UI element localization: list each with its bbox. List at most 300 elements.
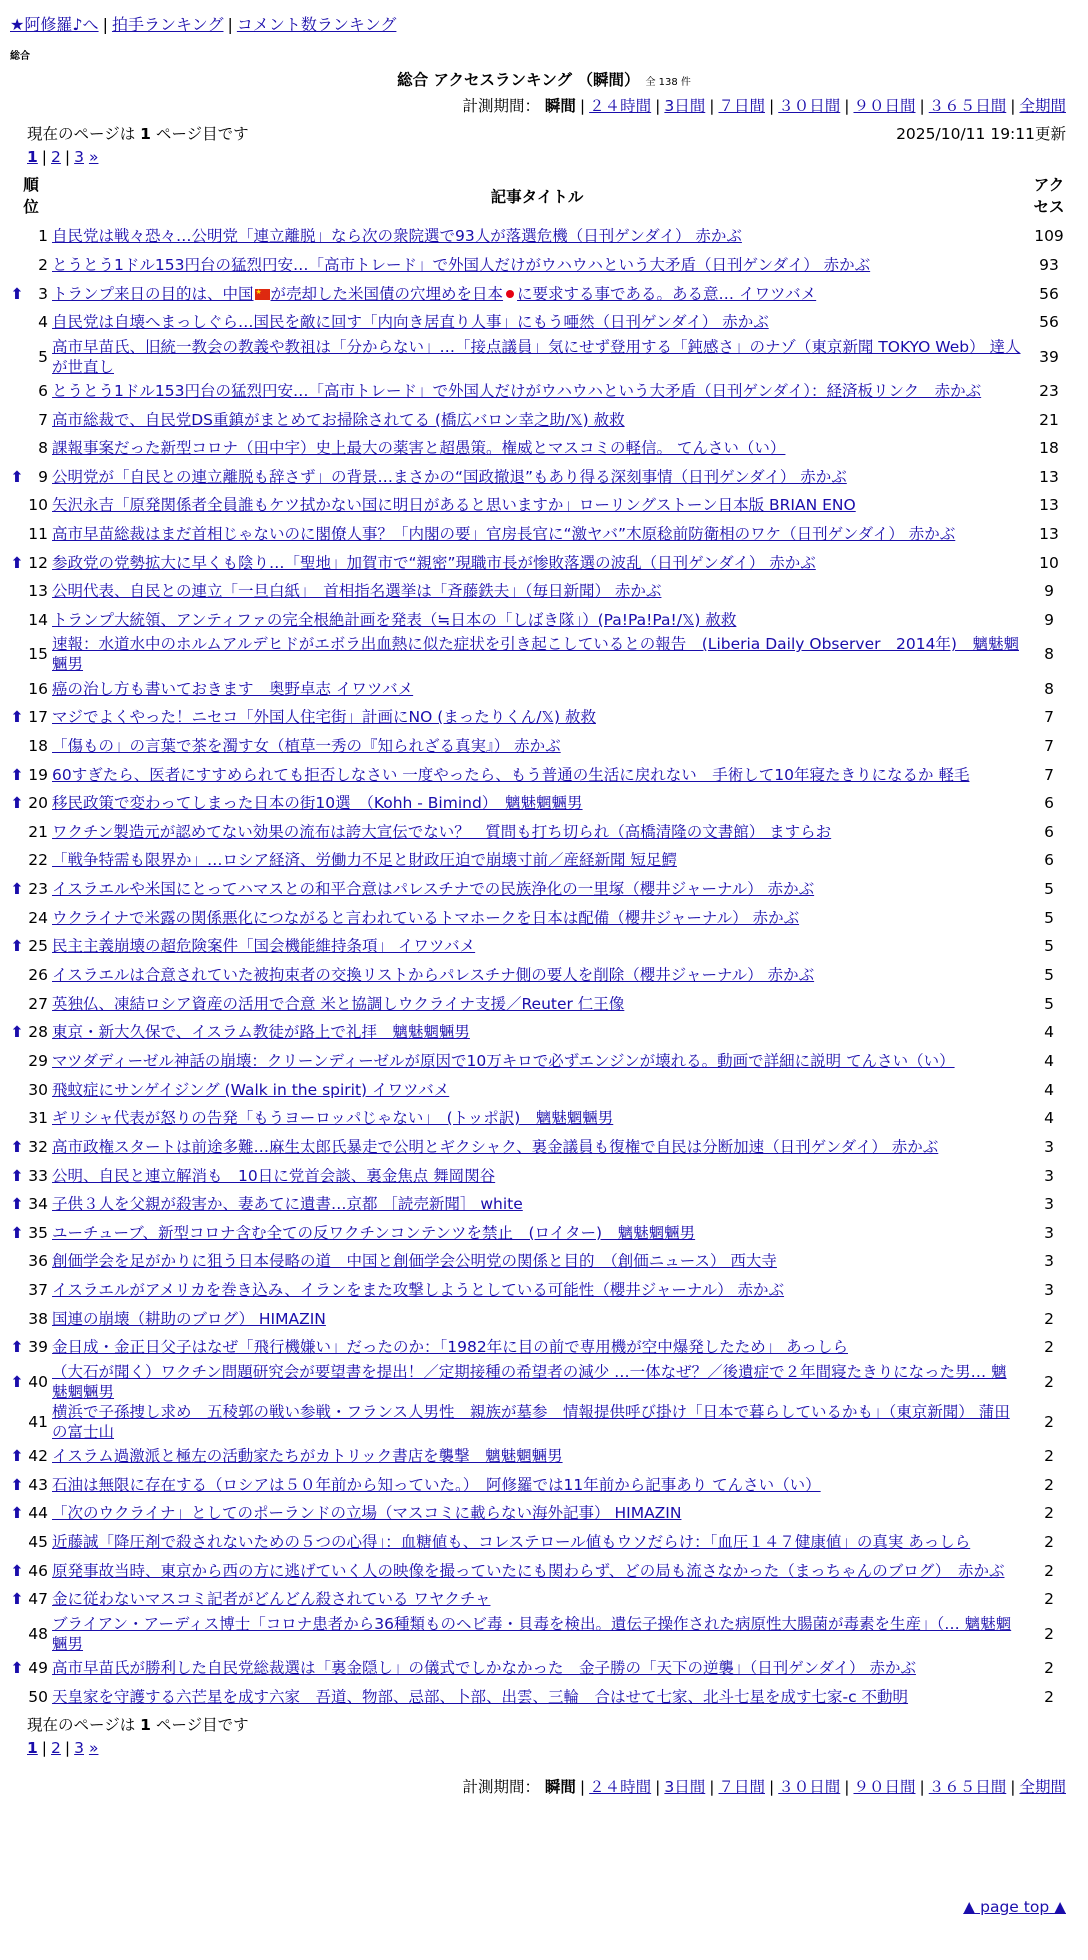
rank-number: 13 <box>28 582 48 601</box>
table-row <box>10 732 1076 761</box>
access-count: 8 <box>1044 679 1054 698</box>
rank-number: 22 <box>28 851 48 870</box>
trend-cell <box>10 1276 24 1305</box>
period-link-2[interactable]: ７日間 <box>718 97 765 115</box>
page-link-3[interactable]: 3 <box>74 1738 85 1757</box>
article-link[interactable]: トランプ大統領、アンティファの完全根絶計画を発表（≒日本の「しばき隊」）(Pa!Pa!Pa!/𝕏) 赦救 <box>52 611 737 629</box>
period-selector-bottom <box>10 1775 1078 1797</box>
rank-number: 6 <box>38 381 48 400</box>
rank-number: 15 <box>28 645 48 664</box>
up-arrow-icon: ⬆ <box>10 1475 24 1494</box>
period-separator: | <box>919 97 925 115</box>
trend-cell <box>10 491 24 520</box>
period-separator: | <box>655 1777 661 1796</box>
trend-cell <box>10 818 24 847</box>
title-cell <box>52 1333 1022 1362</box>
trend-cell <box>10 405 24 434</box>
article-link[interactable]: 石油は無限に存在する（ロシアは５０年前から知っていた。） 阿修羅では11年前から記事あり てんさい（い） <box>52 1475 821 1494</box>
access-count: 3 <box>1044 1223 1054 1242</box>
trend-cell <box>10 903 24 932</box>
trend-cell <box>10 875 24 904</box>
period-link-1[interactable]: 3日間 <box>664 97 706 115</box>
title-cell <box>52 377 1022 406</box>
article-link[interactable]: 「傷もの」の言葉で茶を濁す女（植草一秀の『知られざる真実』） 赤かぶ <box>52 736 561 755</box>
table-row <box>10 989 1076 1018</box>
access-count: 7 <box>1044 708 1054 727</box>
trend-cell <box>10 1104 24 1133</box>
rank-number: 42 <box>28 1447 48 1466</box>
period-separator: | <box>579 1777 586 1796</box>
title-cell <box>52 903 1022 932</box>
access-count: 3 <box>1044 1252 1054 1271</box>
trend-cell <box>10 1219 24 1248</box>
rank-number: 47 <box>28 1590 48 1609</box>
next-page-link[interactable]: » <box>88 148 99 166</box>
page-link-current[interactable]: 1 <box>27 148 38 166</box>
title-cell <box>52 1104 1022 1133</box>
page-top-link[interactable]: ▲ page top ▲ <box>963 1898 1066 1916</box>
period-separator: | <box>919 1777 925 1796</box>
china-flag-icon <box>255 289 270 300</box>
rank-number: 9 <box>38 467 48 486</box>
article-link[interactable]: とうとう1ドル153円台の猛烈円安…「高市トレード」で外国人だけがウハウハという大矛盾（日刊ゲンダイ） 赤かぶ <box>52 255 871 274</box>
table-row <box>10 875 1076 904</box>
rank-number: 28 <box>28 1023 48 1042</box>
pagination-bottom <box>27 1739 1078 1757</box>
table-row <box>10 1247 1076 1276</box>
trend-cell <box>10 789 24 818</box>
trend-cell <box>10 1402 24 1442</box>
period-link-2[interactable]: ７日間 <box>718 1777 765 1796</box>
access-count: 8 <box>1044 645 1054 664</box>
title-cell <box>52 462 1022 491</box>
access-header-text: アク セス <box>1033 176 1065 216</box>
rank-number: 8 <box>38 439 48 458</box>
updated-timestamp: 2025/10/11 19:11更新 <box>896 125 1066 143</box>
up-arrow-icon: ⬆ <box>10 1023 24 1042</box>
table-row <box>10 548 1076 577</box>
access-count: 56 <box>1039 313 1059 332</box>
table-row <box>10 1362 1076 1402</box>
rank-number: 38 <box>28 1309 48 1328</box>
trend-cell <box>10 760 24 789</box>
period-link-3[interactable]: ３０日間 <box>778 1777 841 1796</box>
trend-cell <box>10 606 24 635</box>
trend-cell <box>10 377 24 406</box>
period-link-5[interactable]: ３６５日間 <box>928 1777 1007 1796</box>
trend-cell <box>10 1190 24 1219</box>
period-separator: | <box>579 97 586 115</box>
title-cell <box>52 703 1022 732</box>
access-count: 7 <box>1044 736 1054 755</box>
pager-separator: | <box>64 1738 71 1757</box>
title-cell <box>52 1219 1022 1248</box>
page-info <box>27 122 1066 144</box>
rank-number: 4 <box>38 313 48 332</box>
up-arrow-icon: ⬆ <box>10 553 24 572</box>
title-cell <box>52 337 1022 377</box>
trend-cell <box>10 1442 24 1471</box>
title-cell <box>52 405 1022 434</box>
pager-separator: | <box>64 148 71 166</box>
rank-number: 41 <box>28 1412 48 1431</box>
title-cell <box>52 1304 1022 1333</box>
period-separator: | <box>709 1777 715 1796</box>
japan-flag-icon <box>506 290 514 298</box>
trend-cell <box>10 732 24 761</box>
title-cell <box>52 1362 1022 1402</box>
rank-number: 35 <box>28 1223 48 1242</box>
title-cell <box>52 222 1022 251</box>
rank-number: 14 <box>28 611 48 629</box>
period-link-0[interactable]: ２４時間 <box>589 97 652 115</box>
article-link[interactable]: ギリシャ代表が怒りの告発「もうヨーロッパじゃない」 (トッポ訳) 魑魅魍魎男 <box>52 1109 614 1128</box>
rank-header-text: 順 位 <box>23 176 39 216</box>
rank-header <box>10 170 52 222</box>
article-link[interactable]: 子供３人を父親が殺害か、妻あてに遺書…京都 ［読売新聞］ white <box>52 1195 523 1214</box>
article-link[interactable]: 高市早苗総裁はまだ首相じゃないのに閣僚人事？「内閣の要」官房長官に“激ヤバ”木原稔前防衛相のワケ（日刊ゲンダイ） 赤かぶ <box>52 525 956 544</box>
rank-number: 5 <box>38 347 48 366</box>
access-count: 5 <box>1044 966 1054 985</box>
up-arrow-icon: ⬆ <box>10 937 24 956</box>
rank-number: 21 <box>28 822 48 841</box>
trend-cell <box>10 1075 24 1104</box>
rank-number: 33 <box>28 1166 48 1185</box>
trend-cell <box>10 520 24 549</box>
article-link[interactable]: 創価学会を足がかりに狙う日本侵略の道 中国と創価学会公明党の関係と目的 （創価ニュース） 西大寺 <box>52 1252 777 1271</box>
trend-cell <box>10 961 24 990</box>
up-arrow-icon: ⬆ <box>10 708 24 727</box>
up-arrow-icon: ⬆ <box>10 467 24 486</box>
article-link[interactable]: 参政党の党勢拡大に早くも陰り…「聖地」加賀市で“親密”現職市長が惨敗落選の波乱（日刊ゲンダイ） 赤かぶ <box>52 553 816 572</box>
period-separator: | <box>655 97 661 115</box>
article-link[interactable]: 原発事故当時、東京から西の方に逃げていく人の映像を撮っていたにも関わらず、どの局も流さなかった（まっちゃんのブログ） 赤かぶ <box>52 1561 1005 1580</box>
access-count: 2 <box>1044 1590 1054 1609</box>
table-row <box>10 1585 1076 1614</box>
rank-number: 17 <box>28 708 48 727</box>
table-row <box>10 1682 1076 1711</box>
period-separator: | <box>1010 97 1016 115</box>
trend-cell <box>10 1470 24 1499</box>
pager-separator: | <box>41 1738 48 1757</box>
title-cell <box>52 634 1022 674</box>
table-row <box>10 1133 1076 1162</box>
article-link[interactable]: イスラム過激派と極左の活動家たちがカトリック書店を襲撃 魑魅魍魎男 <box>52 1447 563 1466</box>
table-row <box>10 1104 1076 1133</box>
table-row <box>10 1161 1076 1190</box>
rank-number: 40 <box>28 1372 48 1391</box>
title-cell <box>52 1442 1022 1471</box>
period-separator: | <box>769 1777 775 1796</box>
page-link-2[interactable]: 2 <box>51 1738 61 1757</box>
access-count: 4 <box>1044 1051 1054 1070</box>
trend-cell <box>10 1528 24 1557</box>
access-count: 5 <box>1044 880 1054 899</box>
table-row <box>10 1190 1076 1219</box>
title-cell <box>52 1556 1022 1585</box>
article-link[interactable]: 「戦争特需も限界か」…ロシア経済、労働力不足と財政圧迫で崩壊寸前／産経新聞 短足鰐 <box>52 851 677 870</box>
table-row <box>10 1499 1076 1528</box>
period-link-6[interactable]: 全期間 <box>1019 97 1066 115</box>
table-row <box>10 308 1076 337</box>
article-link[interactable]: イスラエルは合意されていた被拘束者の交換リストからパレスチナ側の要人を削除（櫻井ジャーナル） 赤かぶ <box>52 966 815 985</box>
rank-number: 7 <box>38 410 48 429</box>
up-arrow-icon: ⬆ <box>10 1338 24 1357</box>
article-link[interactable]: 速報：水道水中のホルムアルデヒドがエボラ出血熱に似た症状を引き起こしているとの報告 (Liberia Daily Observer 2014年) 魑魅魍魎男 <box>52 635 1019 674</box>
article-link[interactable]: 横浜で子孫捜し求め 五稜郭の戦い参戦・フランス人男性 親族が墓参 情報提供呼び掛け「日本で暮らしているかも」（東京新聞） 蒲田の富士山 <box>52 1402 1010 1441</box>
pagination <box>27 148 1078 166</box>
access-count: 2 <box>1044 1687 1054 1706</box>
access-count: 2 <box>1044 1504 1054 1523</box>
article-link[interactable]: マツダディーゼル神話の崩壊：クリーンディーゼルが原因で10万キロで必ずエンジンが壊れる。動画で詳細に説明 てんさい（い） <box>52 1051 955 1070</box>
title-cell <box>52 1528 1022 1557</box>
article-link[interactable]: 高市早苗氏が勝利した自民党総裁選は「裏金隠し」の儀式でしかなかった 金子勝の「天下の逆襲」（日刊ゲンダイ） 赤かぶ <box>52 1658 916 1677</box>
up-arrow-icon: ⬆ <box>10 765 24 784</box>
title-cell <box>52 1470 1022 1499</box>
period-link-4[interactable]: ９０日間 <box>853 97 916 115</box>
title-cell <box>52 606 1022 635</box>
table-row <box>10 279 1076 308</box>
table-row <box>10 377 1076 406</box>
access-count: 3 <box>1044 1195 1054 1214</box>
table-row <box>10 1304 1076 1333</box>
rank-number: 20 <box>28 794 48 813</box>
title-cell <box>52 548 1022 577</box>
up-arrow-icon: ⬆ <box>10 1447 24 1466</box>
article-link[interactable]: 自民党は戦々恐々…公明党「連立離脱」なら次の衆院選で93人が落選危機（日刊ゲンダイ） 赤かぶ <box>52 227 742 246</box>
article-link[interactable]: 60すぎたら、医者にすすめられても拒否しなさい 一度やったら、もう普通の生活に戻れない 手術して10年寝たきりになるか 軽毛 <box>52 765 970 784</box>
article-link[interactable]: ユーチューブ、新型コロナ含む全ての反ワクチンコンテンツを禁止 (ロイター) 魑魅魍魎男 <box>52 1223 696 1242</box>
table-row <box>10 1047 1076 1076</box>
table-row <box>10 434 1076 463</box>
up-arrow-icon: ⬆ <box>10 1561 24 1580</box>
access-count: 3 <box>1044 1137 1054 1156</box>
page-link-current[interactable]: 1 <box>27 1738 38 1757</box>
up-arrow-icon: ⬆ <box>10 1372 24 1391</box>
trend-cell <box>10 1247 24 1276</box>
trend-cell <box>10 1682 24 1711</box>
period-link-5[interactable]: ３６５日間 <box>928 97 1007 115</box>
title-cell <box>52 818 1022 847</box>
article-link[interactable]: （大石が聞く）ワクチン問題研究会が要望書を提出！／定期接種の希望者の減少 …一体なぜ？／後遺症で２年間寝たきりになった男… 魑魅魍魎男 <box>52 1362 1007 1401</box>
table-row <box>10 606 1076 635</box>
period-link-0[interactable]: ２４時間 <box>589 1777 652 1796</box>
title-cell <box>52 1133 1022 1162</box>
article-link[interactable]: トランプ来日の目的は、中国★ が売却した米国債の穴埋めを日本 に要求する事である。ある意… イワツバメ <box>52 285 816 303</box>
rank-number: 10 <box>28 496 48 515</box>
access-count: 7 <box>1044 765 1054 784</box>
article-link[interactable]: イスラエルや米国にとってハマスとの和平合意はパレスチナでの民族浄化の一里塚（櫻井ジャーナル） 赤かぶ <box>52 880 815 899</box>
article-link[interactable]: 癌の治し方も書いておきます 奥野卓志 イワツバメ <box>52 679 414 698</box>
access-count: 6 <box>1044 822 1054 841</box>
rank-number: 29 <box>28 1051 48 1070</box>
table-row <box>10 903 1076 932</box>
period-separator: | <box>844 1777 850 1796</box>
up-arrow-icon: ⬆ <box>10 1504 24 1523</box>
article-link[interactable]: 自民党は自壊へまっしぐら…国民を敵に回す「内向き居直り人事」にもう唖然（日刊ゲンダイ） 赤かぶ <box>52 313 769 332</box>
title-cell <box>52 789 1022 818</box>
article-link[interactable]: 高市総裁で、自民党DS重鎮がまとめてお掃除されてる (橋広バロン幸之助/𝕏) 赦救 <box>52 410 625 429</box>
clap-ranking-link[interactable]: 拍手ランキング <box>111 15 224 34</box>
article-link[interactable]: イスラエルがアメリカを巻き込み、イランをまた攻撃しようとしている可能性（櫻井ジャーナル） 赤かぶ <box>52 1281 785 1300</box>
up-arrow-icon: ⬆ <box>10 1137 24 1156</box>
article-link[interactable]: 金に従わないマスコミ記者がどんどん殺されている ワヤクチャ <box>52 1590 491 1609</box>
trend-cell <box>10 703 24 732</box>
access-count: 6 <box>1044 851 1054 870</box>
trend-cell <box>10 1333 24 1362</box>
title-cell <box>52 1499 1022 1528</box>
trend-cell <box>10 1304 24 1333</box>
access-count: 2 <box>1044 1338 1054 1357</box>
access-count: 93 <box>1039 255 1059 274</box>
access-count: 109 <box>1034 227 1064 246</box>
trend-cell <box>10 337 24 377</box>
trend-cell <box>10 634 24 674</box>
article-link[interactable]: 飛蚊症にサンゲイジング (Walk in the spirit) イワツバメ <box>52 1080 450 1099</box>
ranking-heading <box>10 68 1078 90</box>
period-link-1[interactable]: 3日間 <box>664 1777 706 1796</box>
table-header <box>10 170 1076 222</box>
article-link[interactable]: とうとう1ドル153円台の猛烈円安…「高市トレード」で外国人だけがウハウハという大矛盾（日刊ゲンダイ）：経済板リンク 赤かぶ <box>52 381 982 400</box>
table-row <box>10 789 1076 818</box>
rank-number: 39 <box>28 1338 48 1357</box>
rank-number: 1 <box>38 227 48 246</box>
table-row <box>10 932 1076 961</box>
rank-number: 27 <box>28 994 48 1013</box>
title-cell <box>52 520 1022 549</box>
title-header: 記事タイトル <box>490 188 584 206</box>
article-link[interactable]: ウクライナで米露の関係悪化につながると言われているトマホークを日本は配備（櫻井ジャーナル） 赤かぶ <box>52 908 800 927</box>
article-link[interactable]: 課報事案だった新型コロナ（田中宇）史上最大の薬害と超愚策。権威とマスコミの軽信。 てんさい（い） <box>52 439 786 458</box>
title-cell <box>52 875 1022 904</box>
article-link[interactable]: 高市早苗氏、旧統一教会の教義や教祖は「分からない」…「接点議員」気にせず登用する「鈍感さ」のナゾ（東京新聞 TOKYO Web） 達人が世直し <box>52 337 1021 376</box>
article-link[interactable]: 金日成・金正日父子はなぜ「飛行機嫌い」だったのか：「1982年に目の前で専用機が空中爆発したため」 あっしら <box>52 1338 848 1357</box>
trend-cell <box>10 1614 24 1654</box>
access-count: 5 <box>1044 937 1054 956</box>
rank-number: 46 <box>28 1561 48 1580</box>
page-link-3[interactable]: 3 <box>74 148 85 166</box>
rank-number: 19 <box>28 765 48 784</box>
table-row <box>10 1075 1076 1104</box>
period-link-4[interactable]: ９０日間 <box>853 1777 916 1796</box>
up-arrow-icon: ⬆ <box>10 1166 24 1185</box>
table-row <box>10 1556 1076 1585</box>
up-arrow-icon: ⬆ <box>10 1223 24 1242</box>
comment-ranking-link[interactable]: コメント数ランキング <box>236 15 397 34</box>
article-link[interactable]: ワクチン製造元が認めてない効果の流布は誇大宣伝でない？ 質問も打ち切られ（高橋清隆の文書館） ますらお <box>52 822 832 841</box>
article-link[interactable]: 矢沢永吉「原発関係者全員誰もケツ拭かない国に明日があると思いますか」ローリングストーン日本版 BRIAN ENO <box>52 496 856 515</box>
article-link[interactable]: 移民政策で変わってしまった日本の街10選 （Kohh - Bimind） 魑魅魍魎男 <box>52 794 583 813</box>
access-count: 2 <box>1044 1447 1054 1466</box>
period-link-3[interactable]: ３０日間 <box>778 97 841 115</box>
access-count: 2 <box>1044 1624 1054 1643</box>
table-row <box>10 462 1076 491</box>
access-count: 2 <box>1044 1475 1054 1494</box>
rank-number: 48 <box>28 1624 48 1643</box>
title-cell <box>52 674 1022 703</box>
access-count: 5 <box>1044 994 1054 1013</box>
access-count: 13 <box>1039 467 1059 486</box>
next-page-link[interactable]: » <box>88 1738 99 1757</box>
trend-cell <box>10 577 24 606</box>
period-separator: | <box>844 97 850 115</box>
title-cell <box>52 251 1022 280</box>
trend-cell <box>10 1018 24 1047</box>
trend-cell <box>10 1499 24 1528</box>
period-link-6[interactable]: 全期間 <box>1019 1777 1066 1796</box>
nav-separator: | <box>227 15 233 34</box>
article-link[interactable]: 英独仏、凍結ロシア資産の活用で合意 米と協調しウクライナ支援／Reuter 仁王像 <box>52 994 625 1013</box>
category-label: 総合 <box>10 51 30 62</box>
title-cell <box>52 1614 1022 1654</box>
period-label: 計測期間： <box>462 97 545 115</box>
trend-cell <box>10 674 24 703</box>
rank-number: 45 <box>28 1532 48 1551</box>
rank-number: 3 <box>38 284 48 303</box>
title-cell <box>52 308 1022 337</box>
table-row <box>10 1654 1076 1683</box>
title-cell <box>52 732 1022 761</box>
article-link[interactable]: 東京・新大久保で、イスラム教徒が路上で礼拝 魑魅魍魎男 <box>52 1023 470 1042</box>
rank-number: 26 <box>28 966 48 985</box>
home-link[interactable]: ★阿修羅♪へ <box>10 15 99 34</box>
article-link[interactable]: 民主主義崩壊の超危険案件「国会機能維持条項」 イワツバメ <box>52 937 476 956</box>
article-link[interactable]: ブライアン・アーディス博士「コロナ患者から36種類ものヘビ毒・貝毒を検出。遺伝子操作された病原性大腸菌が毒素を生産」（… 魑魅魍魎男 <box>52 1614 1012 1653</box>
table-row <box>10 1018 1076 1047</box>
trend-cell <box>10 279 24 308</box>
article-link[interactable]: 公明党が「自民との連立離脱も辞さず」の背景…まさかの“国政撤退”もあり得る深刻事情（日刊ゲンダイ） 赤かぶ <box>52 467 847 486</box>
rank-number: 2 <box>38 255 48 274</box>
article-link[interactable]: 公明、自民と連立解消も 10日に党首会談、裏金焦点 舞岡関谷 <box>52 1166 496 1185</box>
period-current: 瞬間 <box>544 1777 576 1796</box>
rank-number: 44 <box>28 1504 48 1523</box>
table-row <box>10 1276 1076 1305</box>
page-link-2[interactable]: 2 <box>51 148 61 166</box>
pager-separator: | <box>41 148 48 166</box>
rank-number: 50 <box>28 1687 48 1706</box>
access-count: 2 <box>1044 1309 1054 1328</box>
rank-number: 30 <box>28 1080 48 1099</box>
total-count: 全 138 件 <box>645 77 691 88</box>
trend-cell <box>10 846 24 875</box>
rank-number: 25 <box>28 937 48 956</box>
article-link[interactable]: 国連の崩壊（耕助のブログ） HIMAZIN <box>52 1309 326 1328</box>
table-row <box>10 1333 1076 1362</box>
article-link[interactable]: 高市政権スタートは前途多難…麻生太郎氏暴走で公明とギクシャク、裏金議員も復権で自民は分断加速（日刊ゲンダイ） 赤かぶ <box>52 1137 939 1156</box>
trend-cell <box>10 1161 24 1190</box>
rank-number: 12 <box>28 553 48 572</box>
title-cell <box>52 279 1022 308</box>
title-cell <box>52 1276 1022 1305</box>
article-link[interactable]: マジでよくやった！ニセコ「外国人住宅街」計画にNO (まったりくん/𝕏) 赦救 <box>52 708 596 727</box>
table-row <box>10 1219 1076 1248</box>
rank-number: 18 <box>28 736 48 755</box>
up-arrow-icon: ⬆ <box>10 284 24 303</box>
table-row <box>10 674 1076 703</box>
table-row <box>10 818 1076 847</box>
article-link[interactable]: 公明代表、自民との連立「一旦白紙」 首相指名選挙は「斉藤鉄夫」（毎日新聞） 赤かぶ <box>52 582 662 601</box>
title-cell <box>52 1585 1022 1614</box>
period-separator: | <box>709 97 715 115</box>
table-row <box>10 520 1076 549</box>
article-link[interactable]: 「次のウクライナ」としてのポーランドの立場（マスコミに載らない海外記事） HIMAZIN <box>52 1504 682 1523</box>
article-link[interactable]: 天皇家を守護する六芒星を成す六家 吾道、物部、忌部、卜部、出雲、三輪 合はせて七家、北斗七星を成す七家-c 不動明 <box>52 1687 909 1706</box>
article-link[interactable]: 近藤誠「降圧剤で殺されないための５つの心得」：血糖値も、コレステロール値もウソだらけ：「血圧１４７健康値」の真実 あっしら <box>52 1532 971 1551</box>
period-label: 計測期間： <box>462 1777 545 1796</box>
nav-separator: | <box>102 15 108 34</box>
trend-cell <box>10 222 24 251</box>
trend-cell <box>10 308 24 337</box>
